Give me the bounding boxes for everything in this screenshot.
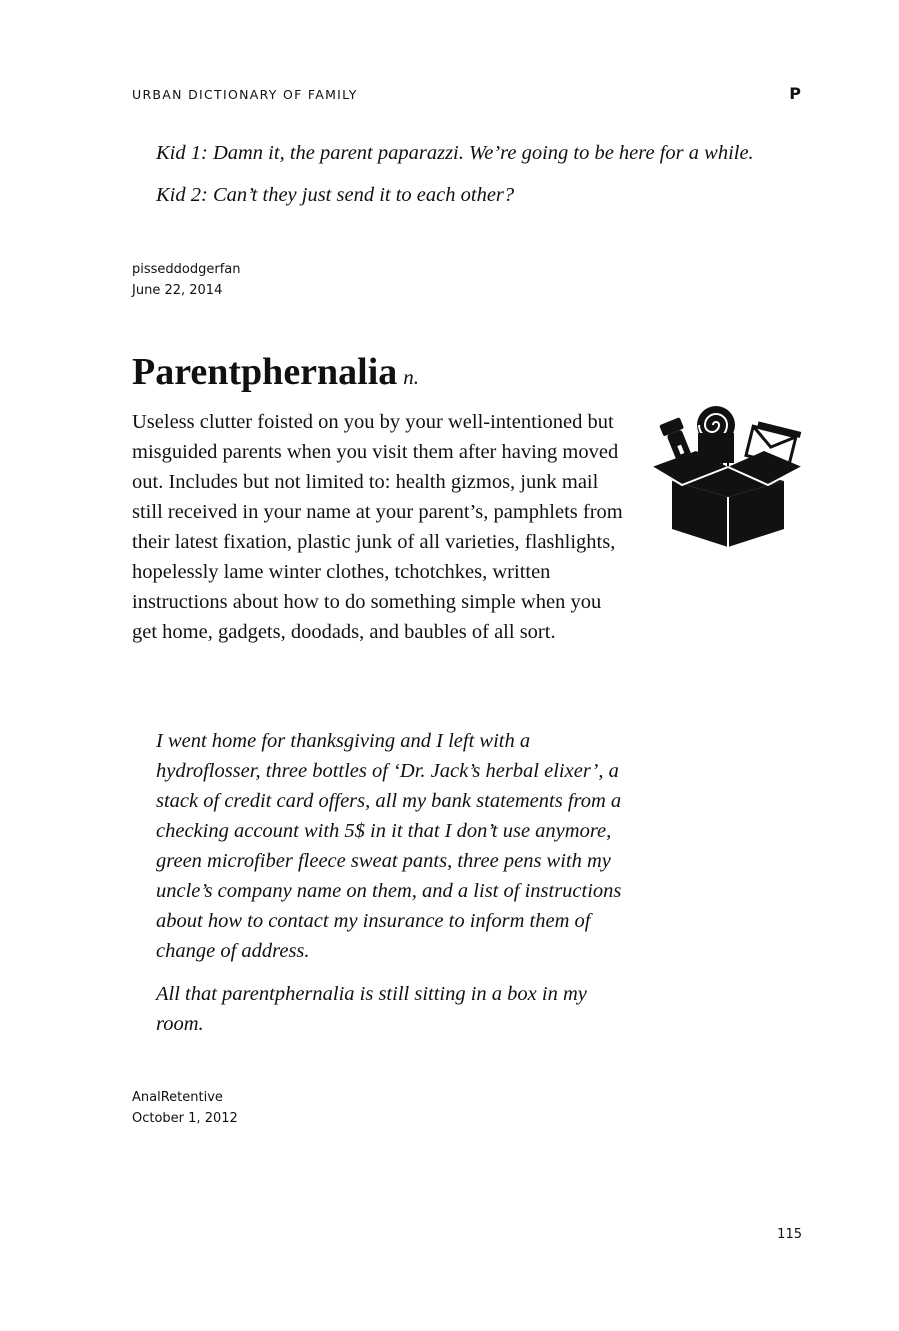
example-quote: I went home for thanksgiving and I left with a hydroflosser, three bottles of ‘Dr. Jack’s herbal elixer’, a stack of credit card offers, all my bank statements from a checking account with 5$ in it that I don’t use anymore, green microfiber fleece sweat pants, three pens with my uncle’s company name on them, and a list of instructions about how to contact my insurance to inform them of change of address. [156, 730, 622, 962]
entry-example-quotes [156, 726, 626, 1039]
running-head: URBAN DICTIONARY OF FAMILY [132, 87, 358, 102]
part-of-speech: n. [403, 365, 420, 389]
example-quote: Kid 2: Can’t they just send it to each other? [156, 184, 515, 206]
example-quote: All that parentphernalia is still sitting in a box in my room. [156, 983, 587, 1035]
headword: Parentphernalia [132, 351, 398, 393]
page-number: 115 [777, 1227, 802, 1242]
box-of-clutter-icon [648, 405, 804, 550]
entry-attribution [132, 1087, 238, 1129]
previous-entry-quotes [156, 138, 796, 210]
example-quote: Kid 1: Damn it, the parent paparazzi. We’re going to be here for a while. [156, 142, 754, 164]
previous-entry-attribution [132, 259, 241, 301]
post-date: October 1, 2012 [132, 1111, 238, 1126]
author-name: AnalRetentive [132, 1090, 223, 1105]
entry-title [132, 347, 419, 402]
entry-definition: Useless clutter foisted on you by your well-intentioned but misguided parents when you visit them after having moved out. Includes but not limited to: health gizmos, junk mail still received in your name at your parent’s, pamphlets from their latest fixation, plastic junk of all varieties, flashlights, hopelessly lame winter clothes, tchotchkes, written instructions about how to do something simple when you get home, gadgets, doodads, and baubles of all sort. [132, 411, 623, 643]
post-date: June 22, 2014 [132, 283, 223, 298]
section-letter: P [789, 84, 801, 103]
author-name: pisseddodgerfan [132, 262, 241, 277]
